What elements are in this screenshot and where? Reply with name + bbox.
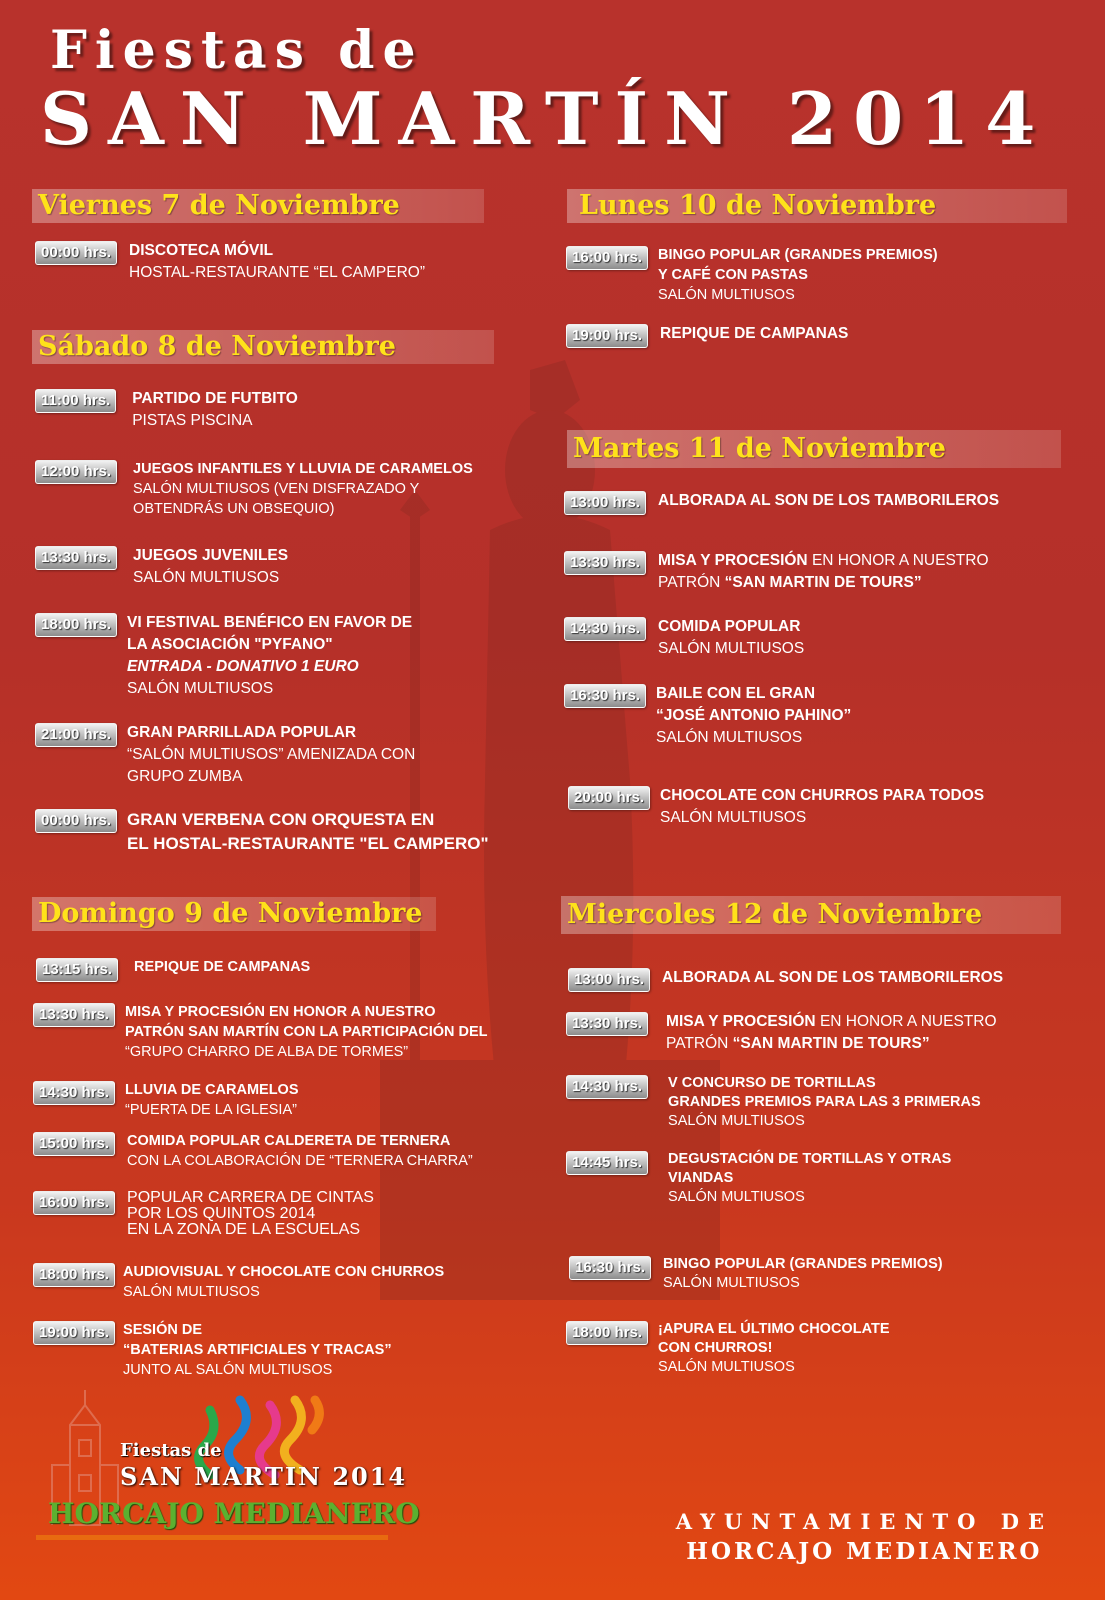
event-detail: PATRÓN [666, 1035, 733, 1052]
event-detail: “GRUPO CHARRO DE ALBA DE TORMES” [125, 1044, 409, 1060]
event-title-cont: “BATERIAS ARTIFICIALES Y TRACAS” [123, 1342, 392, 1358]
time-badge: 16:00 hrs. [566, 246, 648, 270]
time-badge: 19:00 hrs. [33, 1321, 115, 1345]
event-title: CHOCOLATE CON CHURROS PARA TODOS [660, 787, 985, 804]
event-detail: EN HONOR A NUESTRO [807, 552, 989, 569]
event-location: JUNTO AL SALÓN MULTIUSOS [123, 1362, 333, 1378]
event-location: SALÓN MULTIUSOS [668, 1113, 805, 1129]
event-line-1 [666, 1011, 996, 1033]
event-location: SALÓN MULTIUSOS [663, 1275, 800, 1291]
title-line-1: Fiestas de [50, 20, 424, 81]
title-line-2: SAN MARTÍN 2014 [40, 76, 1052, 161]
event-location: EN LA ZONA DE LA ESCUELAS [127, 1221, 361, 1238]
event-title: AUDIOVISUAL Y CHOCOLATE CON CHURROS [123, 1264, 445, 1280]
day-header-sabado: Sábado 8 de Noviembre [32, 330, 494, 364]
event-item [33, 1262, 444, 1302]
time-badge: 13:30 hrs. [566, 1012, 648, 1036]
event-line-2 [658, 572, 988, 594]
event-location: PISTAS PISCINA [132, 412, 253, 429]
event-item [566, 245, 938, 305]
time-badge: 15:00 hrs. [33, 1132, 115, 1156]
event-location: SALÓN MULTIUSOS [658, 287, 795, 303]
event-title: BINGO POPULAR (GRANDES PREMIOS) [663, 1256, 943, 1272]
event-description [658, 1320, 889, 1377]
logo-text-town: HORCAJO MEDIANERO [48, 1497, 420, 1530]
event-title: VI FESTIVAL BENÉFICO EN FAVOR DE [127, 614, 413, 631]
event-title-cont: EL HOSTAL-RESTAURANTE "EL CAMPERO" [127, 834, 489, 853]
event-description [125, 1002, 488, 1062]
time-badge: 14:30 hrs. [33, 1081, 115, 1105]
time-badge: 21:00 hrs. [35, 723, 117, 747]
event-description [127, 1131, 473, 1171]
time-badge: 18:00 hrs. [35, 613, 117, 637]
event-location: SALÓN MULTIUSOS [656, 729, 803, 746]
event-detail: POR LOS QUINTOS 2014 [127, 1205, 316, 1222]
event-title: COMIDA POPULAR [658, 618, 801, 635]
event-location: SALÓN MULTIUSOS [658, 640, 805, 657]
event-description [660, 323, 848, 345]
event-title: JUEGOS INFANTILES Y LLUVIA DE CARAMELOS [133, 461, 473, 477]
time-badge: 13:30 hrs. [35, 546, 117, 570]
event-description [133, 459, 473, 519]
event-detail: GRUPO ZUMBA [127, 768, 243, 785]
event-detail: SALÓN MULTIUSOS (VEN DISFRAZADO Y [133, 481, 420, 497]
event-item [568, 785, 984, 829]
time-badge: 14:45 hrs. [566, 1151, 648, 1175]
day-header-viernes: Viernes 7 de Noviembre [32, 189, 484, 223]
time-badge: 12:00 hrs. [35, 460, 117, 484]
event-description [658, 490, 999, 512]
event-item [564, 616, 804, 660]
event-title-cont: GRANDES PREMIOS PARA LAS 3 PRIMERAS [668, 1094, 981, 1110]
event-location: HOSTAL-RESTAURANTE “EL CAMPERO” [129, 264, 426, 281]
event-note: ENTRADA - DONATIVO 1 EURO [127, 658, 359, 675]
event-title: GRAN PARRILLADA POPULAR [127, 724, 357, 741]
event-description [134, 957, 310, 977]
event-description [123, 1320, 392, 1380]
event-title: SESIÓN DE [123, 1322, 203, 1338]
event-line-1 [658, 550, 988, 572]
event-detail: “SALÓN MULTIUSOS” AMENIZADA CON [127, 746, 416, 763]
event-item [35, 388, 298, 432]
time-badge: 14:30 hrs. [566, 1075, 648, 1099]
event-description [127, 1190, 374, 1238]
footer-line-1: AYUNTAMIENTO DE [675, 1509, 1053, 1534]
event-item [35, 612, 412, 700]
event-title: COMIDA POPULAR CALDERETA DE TERNERA [127, 1133, 451, 1149]
event-title-cont: PATRÓN SAN MARTÍN CON LA PARTICIPACIÓN DEL [125, 1024, 488, 1040]
event-title-cont: CON CHURROS! [658, 1340, 773, 1356]
event-item [33, 1131, 473, 1171]
event-description [129, 240, 425, 284]
time-badge: 16:00 hrs. [33, 1191, 115, 1215]
day-header-miercoles: Miercoles 12 de Noviembre [561, 896, 1061, 934]
event-description [663, 1255, 943, 1293]
event-location: SALÓN MULTIUSOS [133, 569, 280, 586]
event-item [36, 957, 310, 982]
event-item [35, 240, 425, 284]
event-location: SALÓN MULTIUSOS [660, 809, 807, 826]
event-title: ¡APURA EL ÚLTIMO CHOCOLATE [658, 1321, 890, 1337]
event-location: SALÓN MULTIUSOS [123, 1284, 260, 1300]
event-detail: OBTENDRÁS UN OBSEQUIO) [133, 501, 335, 517]
event-item [33, 1080, 299, 1120]
event-description [660, 785, 984, 829]
time-badge: 18:00 hrs. [33, 1263, 115, 1287]
event-title: DEGUSTACIÓN DE TORTILLAS Y OTRAS [668, 1151, 952, 1167]
time-badge: 13:00 hrs. [564, 491, 646, 515]
event-location: SALÓN MULTIUSOS [127, 680, 274, 697]
event-item [566, 1011, 997, 1055]
footer-organizer [676, 1508, 1053, 1568]
event-item [35, 459, 473, 519]
logo-text-fiestas: Fiestas de [120, 1440, 222, 1461]
time-badge: 13:00 hrs. [568, 968, 650, 992]
event-title-cont: VIANDAS [668, 1170, 734, 1186]
event-description [127, 722, 415, 788]
event-title: MISA Y PROCESIÓN [658, 552, 808, 569]
time-badge: 00:00 hrs. [35, 809, 117, 833]
event-item [564, 683, 851, 749]
event-location: SALÓN MULTIUSOS [668, 1189, 805, 1205]
event-description [668, 1074, 981, 1131]
event-title: REPIQUE DE CAMPANAS [660, 325, 849, 342]
event-location: “PUERTA DE LA IGLESIA” [125, 1102, 297, 1118]
event-location: SALÓN MULTIUSOS [658, 1359, 795, 1375]
event-description [123, 1262, 444, 1302]
event-title: JUEGOS JUVENILES [133, 547, 289, 564]
time-badge: 16:30 hrs. [569, 1256, 651, 1280]
time-badge: 16:30 hrs. [564, 684, 646, 708]
event-item [566, 1074, 981, 1131]
event-description [662, 967, 1003, 989]
event-title-cont: “SAN MARTIN DE TOURS” [732, 1035, 930, 1052]
event-item [566, 323, 848, 348]
event-description [127, 612, 412, 700]
event-item [33, 1320, 392, 1380]
event-description [133, 545, 288, 589]
event-title-cont: Y CAFÉ CON PASTAS [658, 267, 808, 283]
time-badge: 14:30 hrs. [564, 617, 646, 641]
event-description [658, 245, 938, 305]
event-title-cont: “JOSÉ ANTONIO PAHINO” [656, 707, 852, 724]
event-description [132, 388, 298, 432]
event-item [569, 1255, 943, 1293]
time-badge: 13:30 hrs. [33, 1003, 115, 1027]
event-title: V CONCURSO DE TORTILLAS [668, 1075, 876, 1091]
event-item [33, 1190, 374, 1238]
time-badge: 20:00 hrs. [568, 786, 650, 810]
event-title-cont: LA ASOCIACIÓN "PYFANO" [127, 636, 333, 653]
event-description [658, 550, 988, 594]
event-item [564, 490, 999, 515]
event-detail: CON LA COLABORACIÓN DE “TERNERA CHARRA” [127, 1153, 473, 1169]
event-item [568, 967, 1003, 992]
day-header-lunes: Lunes 10 de Noviembre [567, 189, 1067, 223]
event-title: MISA Y PROCESIÓN EN HONOR A NUESTRO [125, 1004, 436, 1020]
event-title-cont: “SAN MARTIN DE TOURS” [724, 574, 922, 591]
event-description [127, 808, 488, 856]
event-title: BAILE CON EL GRAN [656, 685, 816, 702]
event-detail: EN HONOR A NUESTRO [815, 1013, 997, 1030]
event-title: GRAN VERBENA CON ORQUESTA EN [127, 810, 435, 829]
time-badge: 11:00 hrs. [35, 389, 116, 413]
event-item [35, 808, 489, 856]
event-description [666, 1011, 996, 1055]
event-item [33, 1002, 488, 1062]
event-title: LLUVIA DE CARAMELOS [125, 1082, 299, 1098]
event-title: POPULAR CARRERA DE CINTAS [127, 1189, 374, 1206]
day-header-domingo: Domingo 9 de Noviembre [32, 897, 436, 931]
event-line-2 [666, 1033, 996, 1055]
event-title: PARTIDO DE FUTBITO [132, 390, 298, 407]
event-description [125, 1080, 298, 1120]
event-item [35, 545, 288, 589]
event-item [564, 550, 989, 594]
event-item [566, 1150, 951, 1207]
event-description [658, 616, 804, 660]
event-title: ALBORADA AL SON DE LOS TAMBORILEROS [662, 969, 1004, 986]
day-header-martes: Martes 11 de Noviembre [567, 430, 1061, 468]
time-badge: 13:30 hrs. [564, 551, 646, 575]
event-title: MISA Y PROCESIÓN [666, 1013, 816, 1030]
event-title: DISCOTECA MÓVIL [129, 242, 274, 259]
footer-line-2: HORCAJO MEDIANERO [686, 1538, 1043, 1565]
event-detail: PATRÓN [658, 574, 725, 591]
event-title: ALBORADA AL SON DE LOS TAMBORILEROS [658, 492, 1000, 509]
event-item [35, 722, 415, 788]
event-item [566, 1320, 890, 1377]
logo-text-san-martin: SAN MARTIN 2014 [120, 1462, 408, 1491]
time-badge: 13:15 hrs. [36, 958, 118, 982]
time-badge: 00:00 hrs. [35, 241, 117, 265]
time-badge: 18:00 hrs. [566, 1321, 648, 1345]
time-badge: 19:00 hrs. [566, 324, 648, 348]
logo-underline [36, 1535, 388, 1540]
event-description [668, 1150, 951, 1207]
event-description [656, 683, 851, 749]
event-title: REPIQUE DE CAMPANAS [134, 959, 311, 975]
event-title: BINGO POPULAR (GRANDES PREMIOS) [658, 247, 938, 263]
poster-title [40, 20, 1052, 161]
